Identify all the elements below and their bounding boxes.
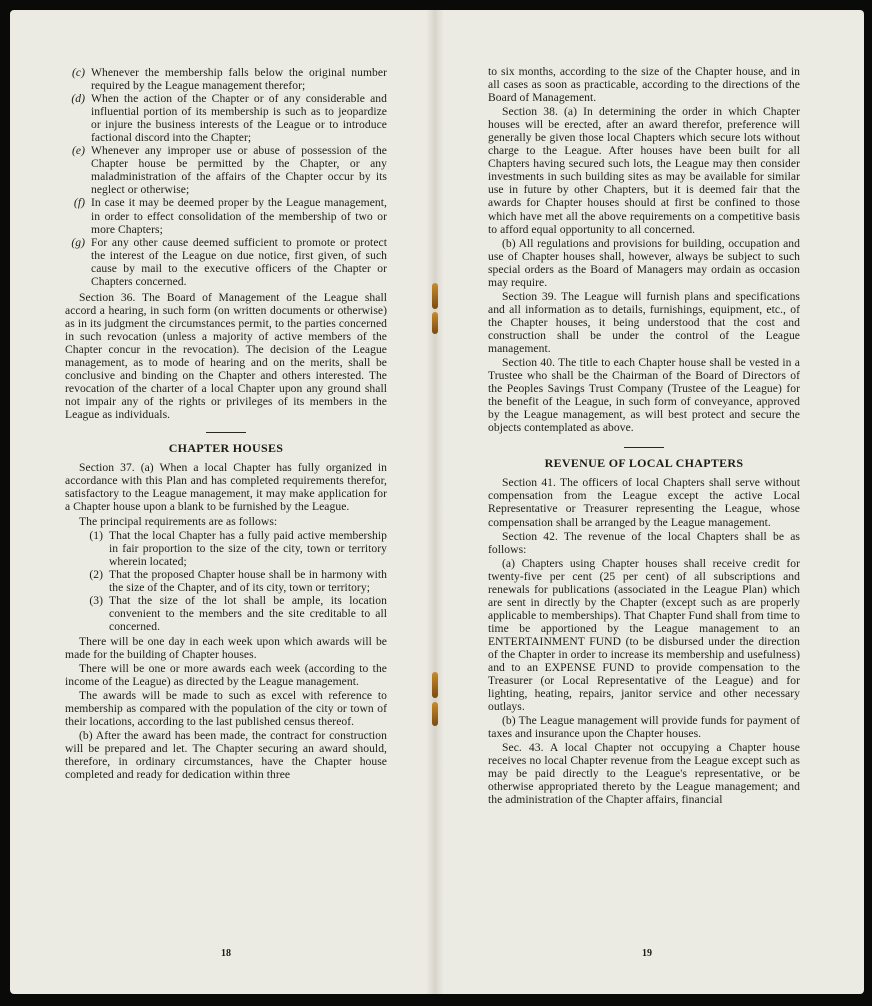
section-42a: (a) Chapters using Chapter houses shall receive credit for twenty-five per cent (25 per cent) of all subscriptions and renewals for publications (associated in the League Plan) which are sent in directly by the Chapter (except such as are properly applicable to memberships). That Chapter Fund shall from time to time be apportioned by the League management to an ENTERTAINMENT FUND (to be disbursed under the direction of the Chapter in order to increase its membership and usefulness) and to an EXPENSE FUND to provide compensation to the Treasurer (or Local Representative of the League) and for lighting, heating, repairs, janitor service and other necessary outlays.: [488, 556, 800, 714]
paragraph-awards-excel: The awards will be made to such as excel with reference to membership as compared with the population of the city or town of their locations, according to the last published census thereof.: [65, 689, 387, 729]
subsection-text: When the action of the Chapter or of any considerable and influential portion of its membership is such as to jeopardize or injure the business interests of the League or to introduce factional discord into the Chapter;: [91, 92, 387, 145]
section-38a: Section 38. (a) In determining the order in which Chapter houses will be erected, after an award therefor, preference will generally be given those local Chapters which secure lots without charge to the League. After houses have been built for all Chapters having secured such lots, the League may then consider investments in such building sites as may be available for similar use in future by other Chapters, but it is deemed fair that the awards for Chapter houses should at first be confined to those which have met all the above requirements on a competitive basis to afford equal opportunity to all concerned.: [488, 105, 800, 236]
requirement-text: That the local Chapter has a fully paid active membership in fair proportion to the size of the city, town or territory wherein located;: [109, 528, 387, 568]
staple-bottom: [432, 672, 438, 698]
subsection-text: In case it may be deemed proper by the League management, in order to effect consolidation of the membership of two or more Chapters;: [91, 196, 387, 236]
principal-requirements-intro: The principal requirements are as follows:: [79, 514, 278, 528]
subsection-d: [65, 92, 387, 144]
section-43: Sec. 43. A local Chapter not occupying a Chapter house receives no local Chapter revenue from the League except such as may be paid directly to the League's representative, or be otherwise appropriated thereto by the League management; and the administration of the Chapter affairs, financial: [488, 741, 800, 807]
requirement-1: [65, 529, 387, 568]
requirement-2: [65, 568, 387, 594]
requirement-text: That the size of the lot shall be ample, its location convenient to the members and the site creditable to all concerned.: [109, 593, 387, 633]
section-40: Section 40. The title to each Chapter house shall be vested in a Trustee who shall be the Chairman of the Board of Directors of the Peoples Savings Trust Company (Trustee of the League) for the benefit of the League, in such form of conveyance, approved by the League management, as will best protect and secure the objects contemplated as above.: [488, 356, 800, 435]
requirement-text: That the proposed Chapter house shall be in harmony with the size of the Chapter, and of its city, town or territory;: [109, 567, 387, 594]
subsection-mark: (c): [71, 66, 85, 79]
right-page-text-column: [488, 65, 800, 808]
section-divider: [624, 447, 664, 448]
staple-bottom-lower: [432, 702, 438, 726]
staple-top: [432, 283, 438, 309]
subsection-text: Whenever any improper use or abuse of possession of the Chapter house be permitted by the Chapter, or any maladministration of the affairs of the Chapter occur by its neglect or otherwise;: [91, 144, 387, 197]
section-41: Section 41. The officers of local Chapters shall serve without compensation from the League except the active Local Representative or Treasurer representing the League, whose compensation shall be arranged by the League management.: [488, 476, 800, 529]
subsection-mark: (e): [71, 144, 85, 158]
right-page: [434, 10, 864, 994]
paragraph-award-day: There will be one day in each week upon which awards will be made for the building of Chapter houses.: [65, 634, 387, 661]
requirement-3: [65, 594, 387, 633]
page-number-right: 19: [642, 948, 652, 959]
left-page: [10, 10, 434, 994]
paragraph-awards-weekly: There will be one or more awards each week (according to the income of the League) as directed by the League management.: [65, 662, 387, 689]
section-42b: (b) The League management will provide funds for payment of taxes and insurance upon the Chapter houses.: [488, 714, 800, 741]
staple-top-lower: [432, 312, 438, 334]
section-divider: [206, 432, 246, 433]
subsection-mark: (f): [73, 196, 85, 210]
book-gutter: [426, 10, 444, 994]
paragraph-contract: (b) After the award has been made, the contract for construction will be prepared and let. The Chapter securing an award should, therefore, in ordinary circumstances, have the Chapter house completed and ready for dedication within three: [65, 729, 387, 782]
subsection-text: For any other cause deemed sufficient to promote or protect the interest of the League on due notice, first given, of such cause by mail to the executive officers of the Chapter or Chapters concerned.: [91, 235, 387, 288]
section-37: Section 37. (a) When a local Chapter has fully organized in accordance with this Plan and has completed requirements therefor, satisfactory to the League management, it may make application for a Chapter house upon a blank to be furnished by the League.: [65, 461, 387, 514]
section-42: Section 42. The revenue of the local Chapters shall be as follows:: [488, 529, 800, 556]
requirement-mark: (3): [89, 593, 103, 607]
subsection-e: [65, 144, 387, 196]
subsection-g: [65, 236, 387, 288]
subsection-c: [65, 66, 387, 92]
section-39: Section 39. The League will furnish plans and specifications and all information as to details, furnishings, equipment, etc., of the Chapter houses, it being understood that the cost and construction shall be under the control of the League management.: [488, 289, 800, 355]
heading-chapter-houses: CHAPTER HOUSES: [168, 441, 284, 456]
requirement-mark: (2): [89, 567, 103, 581]
subsection-mark: (d): [71, 92, 85, 106]
subsection-text: Whenever the membership falls below the original number required by the League management therefor;: [91, 66, 387, 93]
left-page-text-column: [65, 66, 387, 782]
section-36: Section 36. The Board of Management of the League shall accord a hearing, in such form (on written documents or otherwise) as in its judgment the circumstances permit, to the parties concerned in such revocation (unless a majority of active members of the Chapter concur in the revocation). The decision of the League management, as to mode of hearing and on the merits, shall be conclusive and binding on the Chapter and others interested. The revocation of the charter of a local Chapter upon any ground shall not impair any of the rights or privileges of its members in the League as individuals.: [65, 290, 387, 422]
heading-revenue-local-chapters: REVENUE OF LOCAL CHAPTERS: [544, 456, 744, 471]
paragraph-continued: to six months, according to the size of the Chapter house, and in all cases as soon as practicable, according to the directions of the Board of Management.: [488, 65, 800, 105]
requirement-mark: (1): [89, 528, 103, 542]
subsection-mark: (g): [71, 235, 85, 249]
section-38b: (b) All regulations and provisions for building, occupation and use of Chapter houses shall, however, always be subject to such special orders as the Board of Managers may ordain as occasion may require.: [488, 236, 800, 289]
subsection-f: [65, 196, 387, 235]
page-number-left: 18: [221, 948, 231, 959]
